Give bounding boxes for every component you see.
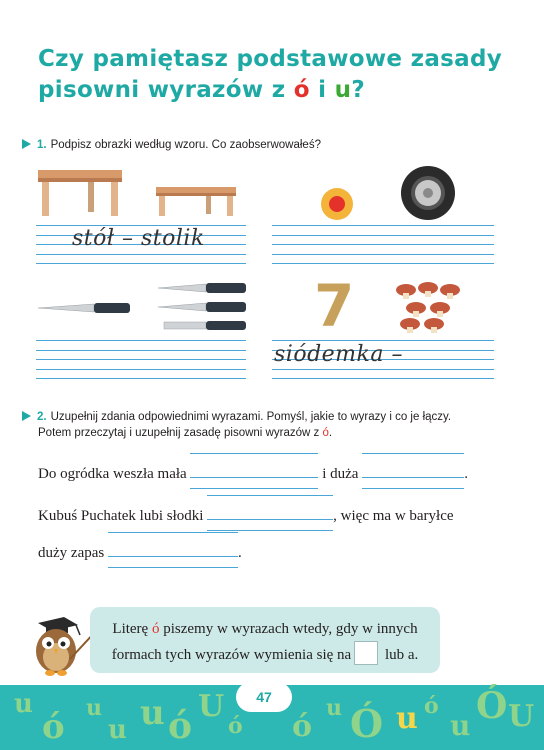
writing-lines-2[interactable] — [272, 225, 494, 273]
sentence-3 — [38, 542, 242, 562]
exercise-2-letter: ó — [322, 427, 329, 439]
exercise-2-suffix: . — [328, 427, 333, 439]
triangle-marker-icon — [22, 139, 31, 149]
exercise-2-instruction-1: Uzupełnij zdania odpowiednimi wyrazami. Pomyśl, jakie to wyrazy i co je łączy. — [50, 411, 452, 423]
sentence-1-end: . — [464, 466, 468, 482]
title-letter-o: ó — [293, 77, 310, 103]
letter-u-decoration-icon: u — [14, 689, 33, 719]
rule-answer-box[interactable] — [354, 641, 378, 665]
exercise-2-number: 2. — [37, 411, 47, 423]
sentence-1 — [38, 463, 468, 483]
rule-line-2 — [90, 641, 440, 667]
rule-letter: ó — [151, 621, 160, 637]
mushrooms-icon — [394, 280, 462, 336]
blank-field[interactable] — [362, 463, 464, 478]
letter-o-decoration-icon: ó — [228, 713, 243, 739]
writing-lines-3[interactable] — [36, 340, 246, 388]
letter-o-decoration-icon: Ó — [476, 685, 508, 727]
exercise-1-header — [22, 137, 321, 153]
tire-icon — [400, 165, 456, 221]
sentence-1-part-a: Do ogródka weszła mała — [38, 466, 187, 482]
exercise-2-instruction-2: Potem przeczytaj i uzupełnij zasadę pisowni wyrazów z — [38, 427, 323, 439]
page-title — [38, 44, 518, 106]
example-answer-1: stół – stolik — [72, 226, 205, 251]
sentence-2-part-b: , więc ma w baryłce — [333, 508, 454, 524]
table-icon — [36, 168, 124, 218]
exercise-2-header — [22, 409, 522, 441]
title-line-2 — [38, 75, 518, 106]
knives-icon — [156, 278, 248, 336]
sentence-3-part-a: duży zapas — [38, 545, 105, 561]
letter-u-decoration-icon: U — [198, 689, 225, 724]
button-icon — [320, 187, 354, 221]
sentence-3-end: . — [237, 545, 242, 561]
example-answer-2: siódemka – — [274, 342, 403, 367]
triangle-marker-icon — [22, 411, 31, 421]
letter-u-decoration-icon: u — [326, 695, 342, 721]
blank-field[interactable] — [190, 463, 318, 478]
small-table-icon — [154, 185, 238, 217]
title-text: pisowni wyrazów z — [38, 77, 294, 103]
sentence-2 — [38, 505, 454, 525]
letter-u-decoration-icon: u — [140, 693, 165, 733]
letter-o-decoration-icon: ó — [42, 707, 65, 747]
title-conj: i — [309, 77, 335, 103]
blank-field[interactable] — [108, 542, 238, 557]
exercise-1-number: 1. — [37, 139, 47, 151]
letter-u-decoration-icon: u — [86, 695, 102, 721]
letter-u-decoration-icon: U — [508, 699, 535, 734]
title-suffix: ? — [351, 77, 365, 103]
blank-field[interactable] — [207, 505, 333, 520]
seven-icon: 7 — [314, 272, 355, 340]
letter-u-decoration-icon: u — [396, 701, 418, 736]
rule-text: lub a. — [381, 647, 419, 663]
knife-icon — [36, 298, 132, 318]
title-line-1: Czy pamiętasz podstawowe zasady — [38, 46, 503, 72]
sentence-2-part-a: Kubuś Puchatek lubi słodki — [38, 508, 204, 524]
exercise-1-instruction: Podpisz obrazki według wzoru. Co zaobserwowałeś? — [50, 139, 321, 151]
rule-text: piszemy w wyrazach wtedy, gdy w innych — [159, 621, 418, 637]
letter-o-decoration-icon: Ó — [350, 701, 384, 746]
letter-o-decoration-icon: ó — [424, 693, 439, 719]
page-number: 47 — [236, 682, 292, 712]
owl-icon — [24, 615, 98, 679]
letter-o-decoration-icon: ó — [292, 709, 313, 744]
letter-u-decoration-icon: u — [450, 709, 471, 742]
letter-u-decoration-icon: u — [108, 715, 127, 745]
rule-text: Literę — [112, 621, 152, 637]
rule-line-1 — [90, 617, 440, 641]
rule-box — [90, 607, 440, 673]
rule-text: formach tych wyrazów wymienia się na — [111, 647, 352, 663]
sentence-1-part-b: i duża — [322, 466, 359, 482]
letter-o-decoration-icon: ó — [168, 705, 193, 747]
title-letter-u: u — [334, 77, 352, 103]
